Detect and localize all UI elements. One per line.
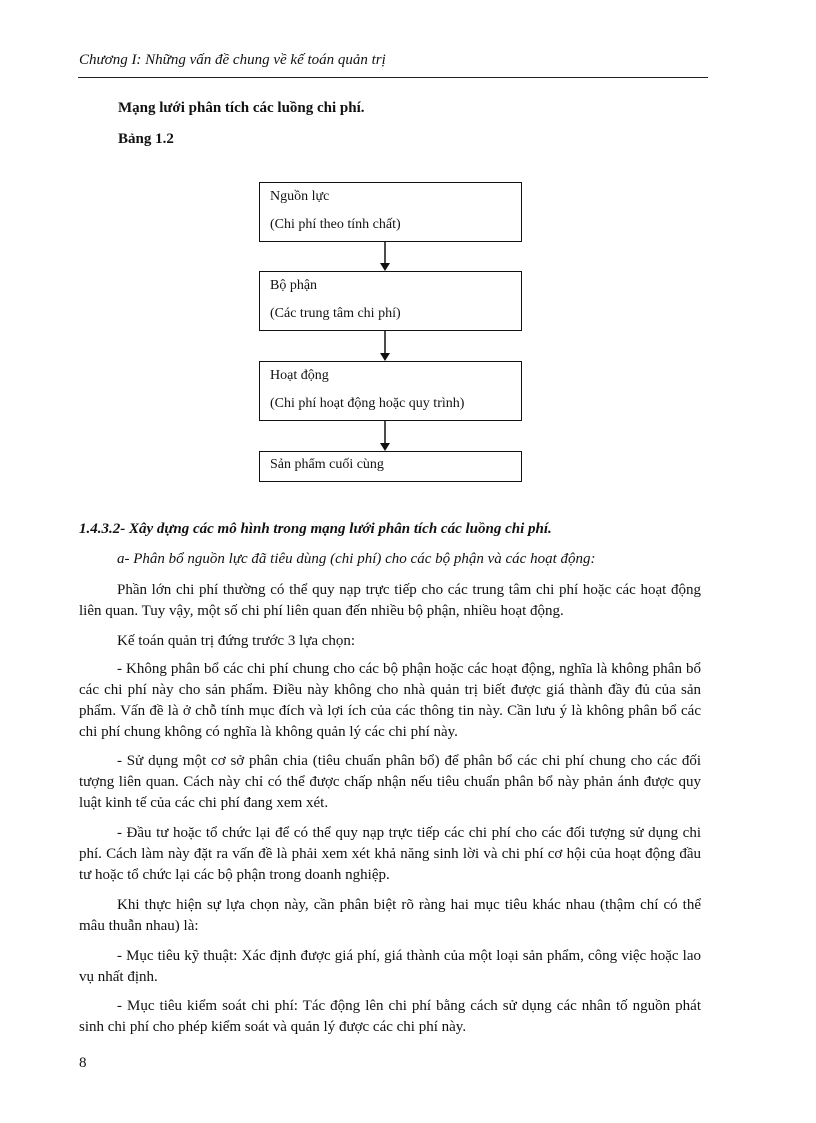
page-number: 8 bbox=[79, 1055, 87, 1071]
flow-arrow bbox=[384, 331, 386, 361]
flow-box-final-product bbox=[259, 451, 522, 482]
flow-box-title: Sản phẩm cuối cùng bbox=[270, 457, 384, 472]
flow-box-title: Nguồn lực bbox=[270, 189, 330, 204]
flow-box-subtitle: (Chi phí theo tính chất) bbox=[270, 217, 401, 232]
body-paragraph: - Không phân bổ các chi phí chung cho các bộ phận hoặc các hoạt động, nghĩa là không phân bổ các chi phí này cho sản phẩm. Điều này không cho nhà quản trị biết được giá thành đầy đủ của sản phẩm. Vấn đề là ở chỗ tính mục đích và lợi ích của các thông tin này. Cần lưu ý là không phân bổ các chi phí chung không có nghĩa là không quản lý các chi phí này. bbox=[79, 661, 701, 740]
body-paragraph: Phần lớn chi phí thường có thể quy nạp trực tiếp cho các trung tâm chi phí hoặc các hoạt động liên quan. Tuy vậy, một số chi phí liên quan đến nhiều bộ phận, nhiều hoạt động. bbox=[79, 582, 701, 619]
body-paragraph: Khi thực hiện sự lựa chọn này, cần phân biệt rõ ràng hai mục tiêu khác nhau (thậm chí có thể mâu thuẫn nhau) là: bbox=[79, 897, 701, 934]
body-paragraph: - Sử dụng một cơ sở phân chia (tiêu chuẩn phân bổ) để phân bổ các chi phí chung cho các đối tượng liên quan. Cách này chỉ có thể được chấp nhận nếu tiêu chuẩn phân bổ này phản ánh được quy luật kinh tế của các chi phí đang xem xét. bbox=[79, 753, 701, 811]
section-subheading: a- Phân bổ nguồn lực đã tiêu dùng (chi phí) cho các bộ phận và các hoạt động: bbox=[117, 551, 596, 567]
flow-box-activities bbox=[259, 361, 522, 421]
flow-box-title: Hoạt động bbox=[270, 368, 329, 383]
body-paragraph: Kế toán quản trị đứng trước 3 lựa chọn: bbox=[117, 633, 356, 649]
section-heading: 1.4.3.2- Xây dựng các mô hình trong mạng lưới phân tích các luồng chi phí. bbox=[79, 521, 552, 537]
header-divider bbox=[78, 77, 708, 78]
flow-box-subtitle: (Chi phí hoạt động hoặc quy trình) bbox=[270, 396, 465, 411]
flow-arrow bbox=[384, 421, 386, 451]
body-paragraph: - Đầu tư hoặc tổ chức lại để có thể quy nạp trực tiếp các chi phí cho các đối tượng sử dụng chi phí. Cách làm này đặt ra vấn đề là phải xem xét khả năng sinh lời và chi phí cơ hội của hoạt động đầu tư hoặc tổ chức lại các bộ phận trong doanh nghiệp. bbox=[79, 825, 701, 883]
header-title: Chương I: Những vấn đề chung về kế toán quản trị bbox=[79, 52, 386, 68]
figure-title: Mạng lưới phân tích các luồng chi phí. bbox=[118, 100, 365, 116]
flow-box-subtitle: (Các trung tâm chi phí) bbox=[270, 306, 401, 321]
body-paragraph: - Mục tiêu kiểm soát chi phí: Tác động lên chi phí bằng cách sử dụng các nhân tố nguồn phát sinh chi phí cho phép kiểm soát và quản lý được các chi phí này. bbox=[79, 998, 701, 1035]
figure-label: Bảng 1.2 bbox=[118, 131, 174, 147]
flow-arrow bbox=[384, 242, 386, 271]
flow-box-departments bbox=[259, 271, 522, 331]
flow-box-resources bbox=[259, 182, 522, 242]
body-paragraph: - Mục tiêu kỹ thuật: Xác định được giá phí, giá thành của một loại sản phẩm, công việc hoặc lao vụ nhất định. bbox=[79, 948, 701, 985]
flow-box-title: Bộ phận bbox=[270, 278, 318, 293]
